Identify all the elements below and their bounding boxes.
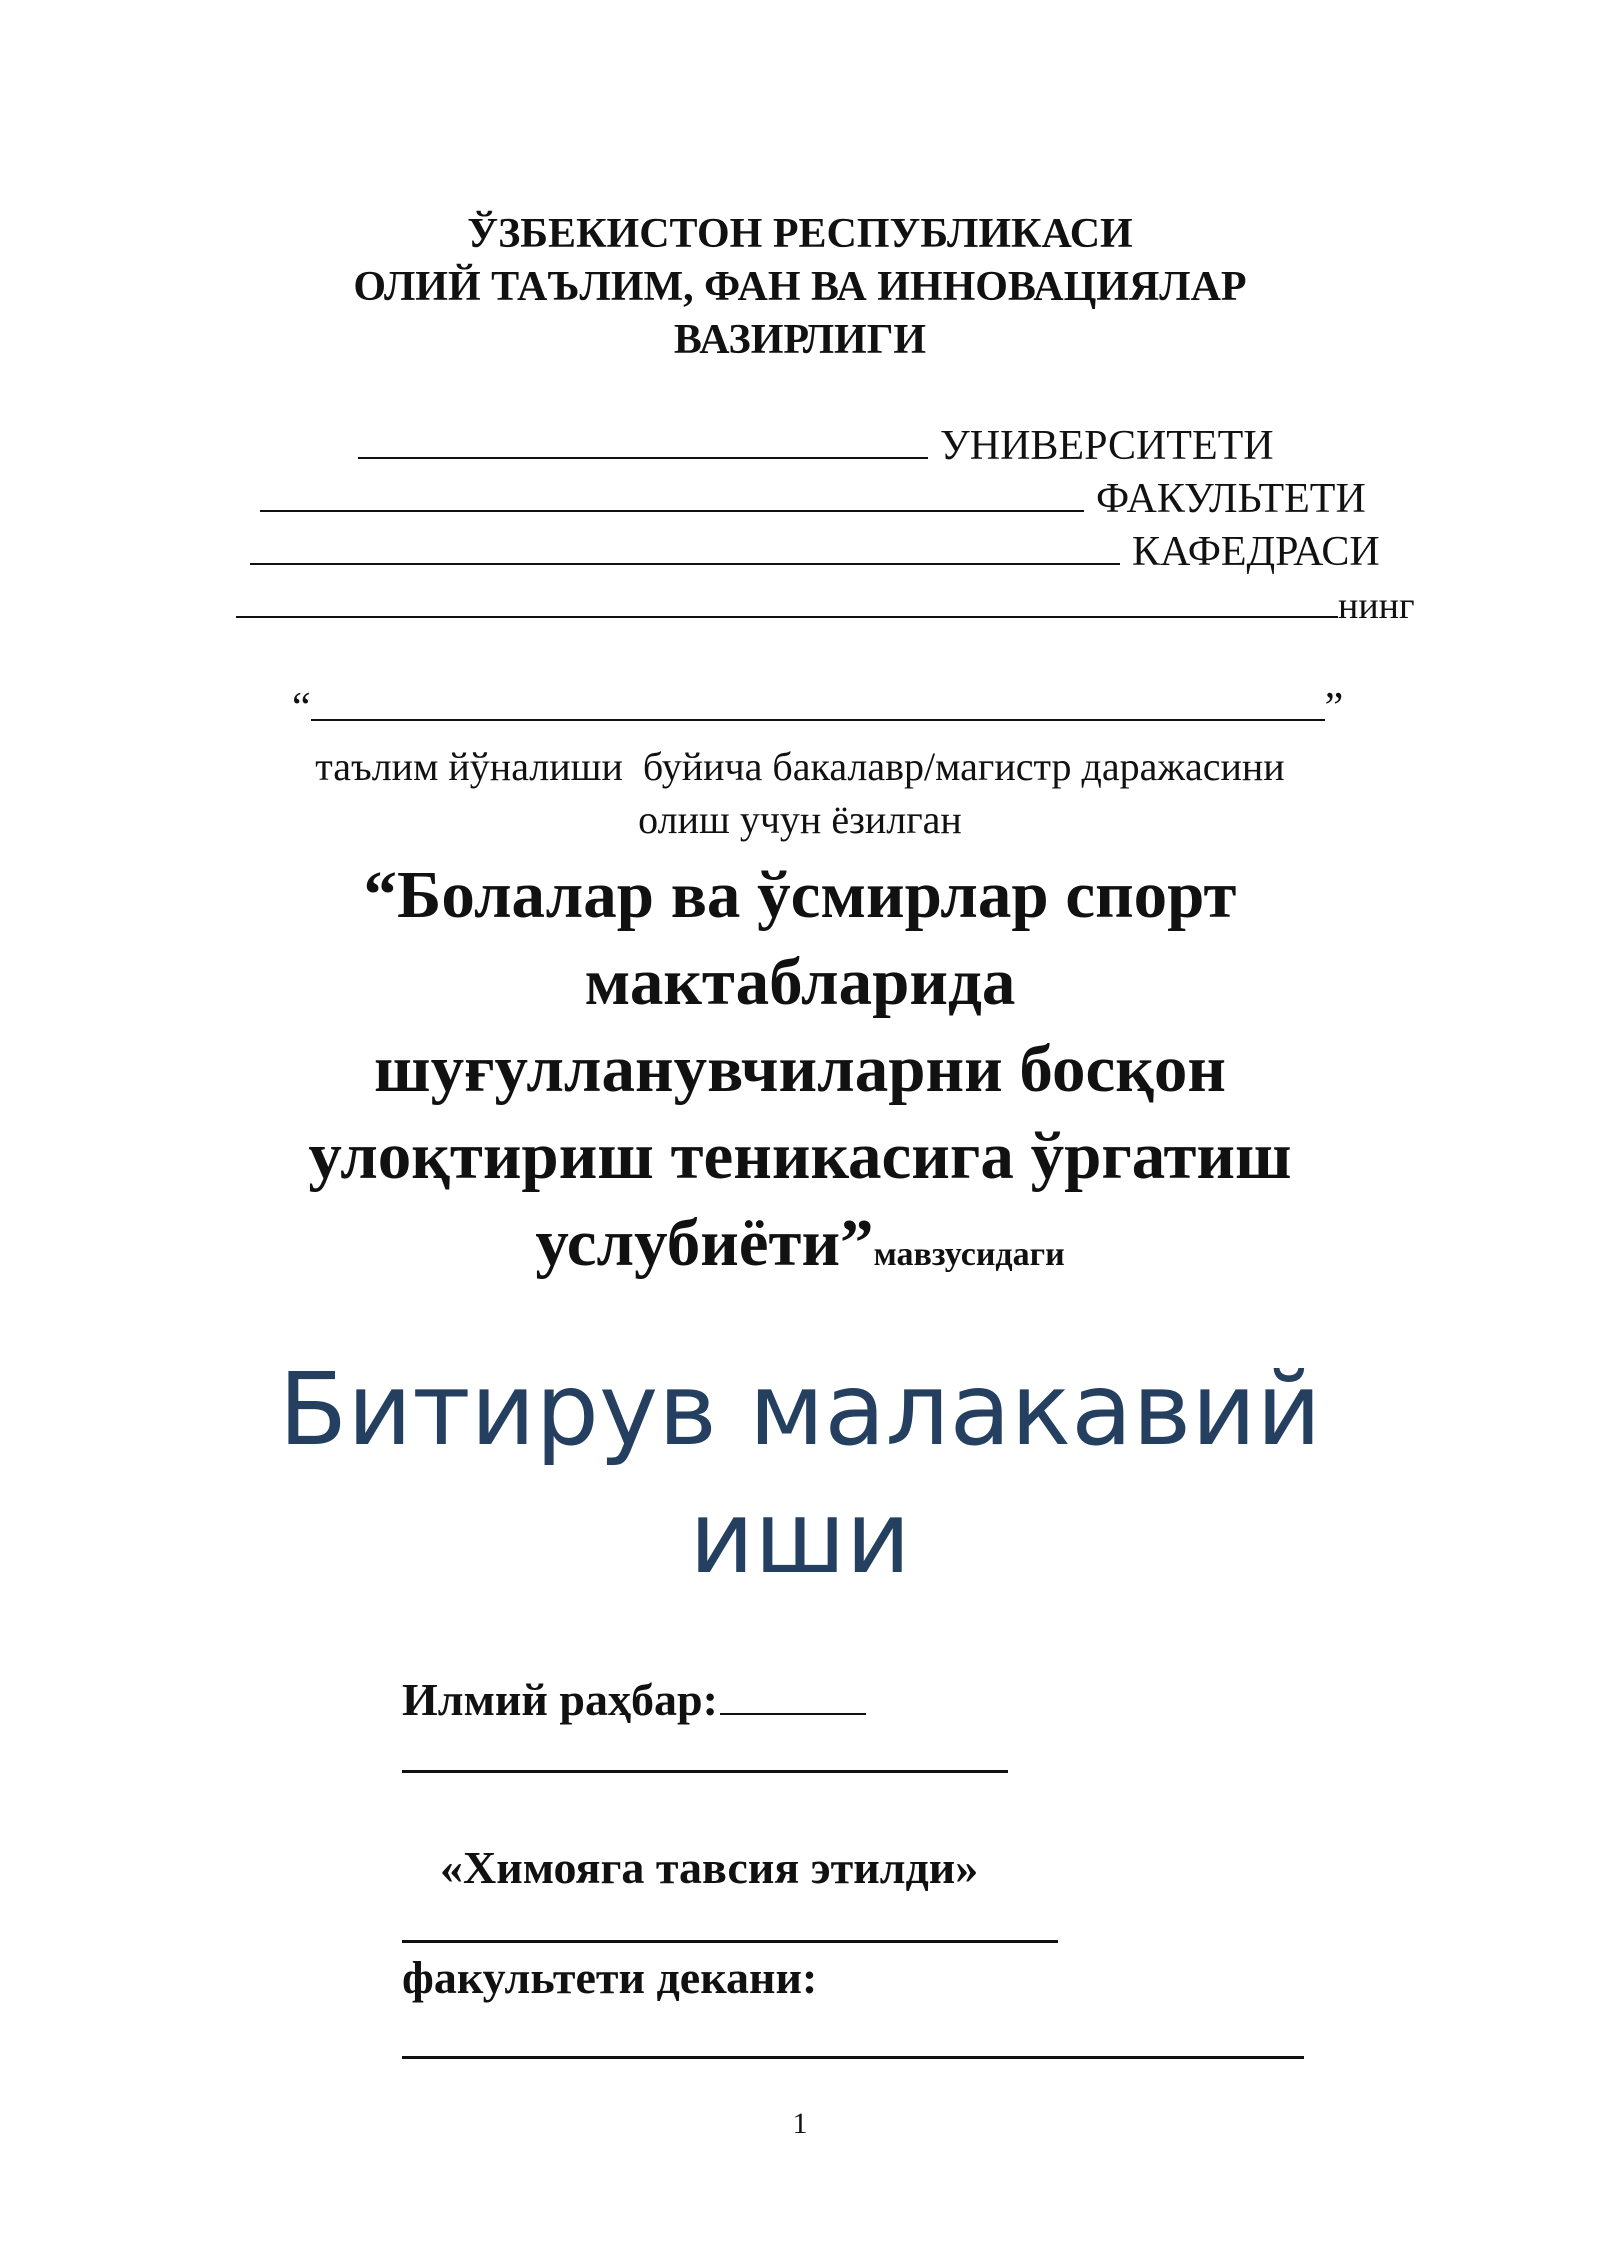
work-title-line2: иши (689, 1479, 911, 1596)
recommended-blank-line (402, 1940, 1058, 1943)
faculty-field (260, 473, 1366, 525)
genitive-blank-line (236, 584, 1338, 618)
direction-field (292, 682, 1343, 734)
direction-text-line2: олиш учун ёзилган (638, 797, 962, 842)
genitive-suffix: нинг (1338, 585, 1415, 627)
country-name: ЎЗБЕКИСТОН РЕСПУБЛИКАСИ (467, 211, 1133, 257)
topic-line3: шуғулланувчиларни босқон (374, 1032, 1226, 1106)
topic-line4: улоқтириш теникасига ўргатиш (308, 1119, 1292, 1193)
faculty-label: ФАКУЛЬТЕТИ (1096, 476, 1366, 522)
ministry-name-line2: ВАЗИРЛИГИ (673, 317, 927, 363)
direction-open-quote: “ (292, 685, 311, 731)
supervisor-field (402, 1672, 878, 1728)
dean-label: факультети декани: (402, 1952, 818, 2003)
work-title-line1: Битирув малакавий (278, 1351, 1322, 1468)
faculty-blank-line (260, 478, 1084, 512)
topic-line5-wrap (0, 1200, 1600, 1298)
university-label: УНИВЕРСИТЕТИ (940, 423, 1274, 469)
supervisor-signature-line (402, 1770, 1008, 1773)
direction-text-line1: таълим йўналиши буйича бакалавр/магистр даражасини (315, 744, 1285, 789)
topic-suffix: мавзусидаги (873, 1236, 1065, 1273)
direction-close-quote: ” (1324, 685, 1344, 731)
direction-description (0, 740, 1600, 846)
genitive-field (236, 580, 1415, 632)
work-title (0, 1346, 1600, 1602)
ministry-name-line1: ОЛИЙ ТАЪЛИМ, ФАН ВА ИННОВАЦИЯЛАР (353, 264, 1247, 310)
direction-blank-line (311, 687, 1325, 721)
supervisor-label: Илмий раҳбар: (402, 1674, 718, 1725)
page-number: 1 (792, 2107, 808, 2140)
topic-line2: мактабларида (584, 945, 1016, 1019)
topic-line1: “Болалар ва ўсмирлар спорт (363, 858, 1237, 932)
department-field (250, 526, 1380, 578)
thesis-topic (0, 852, 1600, 1298)
ministry-heading (0, 208, 1600, 367)
university-field (358, 420, 1274, 472)
university-blank-line (358, 425, 928, 459)
department-blank-line (250, 531, 1120, 565)
department-label: КАФЕДРАСИ (1132, 529, 1380, 575)
recommended-heading: «Химояга тавсия этилди» (440, 1842, 979, 1893)
dean-signature-line (402, 2056, 1304, 2059)
supervisor-blank-line (720, 1681, 866, 1715)
topic-line5: услубиёти” (535, 1206, 874, 1280)
